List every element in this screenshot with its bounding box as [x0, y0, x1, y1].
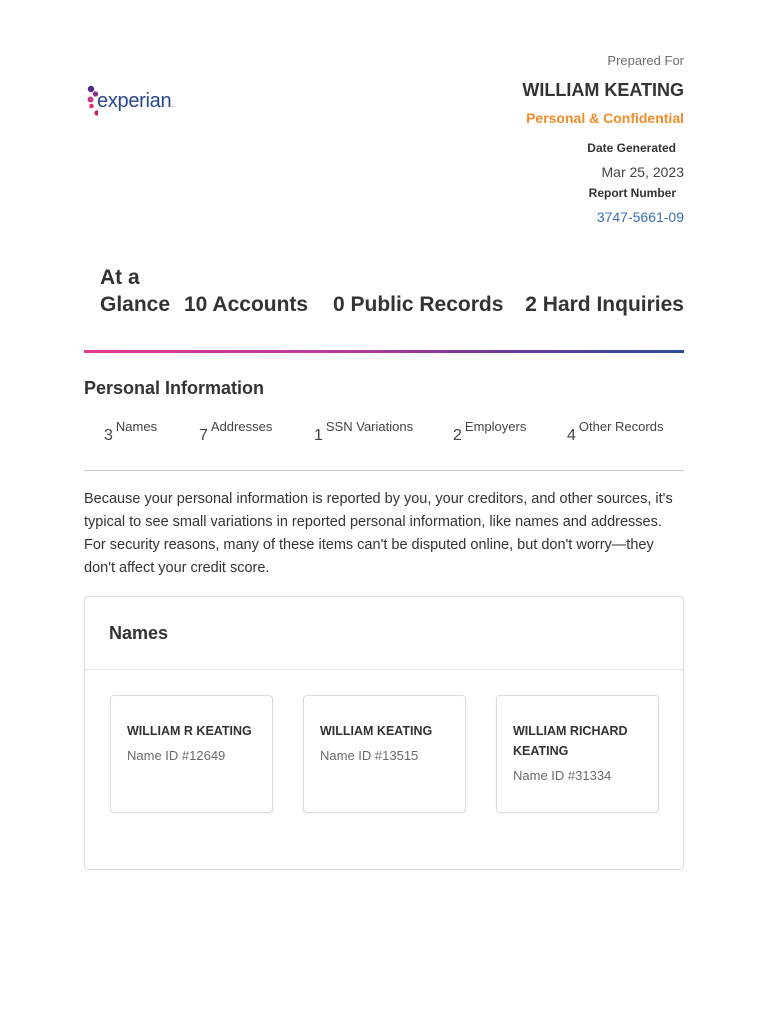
personal-information-title: Personal Information: [84, 378, 265, 398]
names-panel: [84, 596, 684, 870]
client-name: WILLIAM KEATING: [522, 80, 684, 100]
employers-count-number: 2: [453, 427, 462, 444]
employers-count-label: Employers: [464, 419, 527, 434]
name-card[interactable]: [496, 695, 659, 813]
date-generated-value: Mar 25, 2023: [601, 164, 684, 180]
other-records-count-number: 4: [567, 427, 576, 444]
name-value: WILLIAM R KEATING: [127, 724, 252, 738]
report-number-link[interactable]: 3747-5661-09: [596, 209, 684, 225]
addresses-count-number: 7: [199, 427, 208, 444]
personal-info-counts: [104, 418, 684, 448]
ssn-variations-count-label: SSN Variations: [325, 419, 414, 434]
accounts-summary[interactable]: 10 Accounts: [184, 293, 309, 316]
personal-info-divider: [84, 470, 684, 471]
report-header: [522, 52, 684, 226]
section-divider-gradient: [84, 350, 684, 353]
at-a-glance-title-line2: Glance: [100, 293, 171, 316]
at-a-glance-title-line1: At a: [100, 266, 140, 289]
other-records-count[interactable]: [567, 418, 664, 444]
other-records-count-label: Other Records: [578, 419, 664, 434]
date-generated-label: Date Generated: [587, 141, 676, 155]
names-count[interactable]: [104, 418, 158, 444]
addresses-count-label: Addresses: [210, 419, 273, 434]
name-id: Name ID #13515: [320, 748, 419, 763]
at-a-glance-title: [100, 264, 170, 318]
name-value: WILLIAM KEATING: [320, 724, 433, 738]
prepared-for-label: Prepared For: [607, 53, 684, 68]
names-count-number: 3: [104, 427, 113, 444]
name-id: Name ID #31334: [513, 768, 612, 783]
hard-inquiries-summary[interactable]: 2 Hard Inquiries: [525, 293, 684, 316]
report-number-label: Report Number: [588, 186, 676, 200]
names-count-label: Names: [115, 419, 158, 434]
employers-count[interactable]: [453, 418, 527, 444]
names-panel-divider: [85, 669, 683, 670]
at-a-glance: [100, 264, 684, 324]
name-card[interactable]: [303, 695, 466, 813]
public-records-summary[interactable]: 0 Public Records: [333, 293, 504, 316]
ssn-variations-count[interactable]: [314, 418, 414, 444]
experian-logo-text: experian.: [97, 90, 174, 112]
confidential-label: Personal & Confidential: [526, 110, 684, 126]
addresses-count[interactable]: [199, 418, 273, 444]
name-card[interactable]: [110, 695, 273, 813]
personal-info-intro: Because your personal information is reported by you, your creditors, and other sources, it's typical to see small variations in reported personal information, like names and addresses. For security reasons, many of these items can't be disputed online, but don't worry—they don't affect your credit score.: [84, 491, 673, 576]
names-title: Names: [109, 623, 169, 643]
name-id: Name ID #12649: [127, 748, 226, 763]
ssn-variations-count-number: 1: [314, 427, 323, 444]
name-value: WILLIAM RICHARD KEATING: [513, 724, 628, 758]
